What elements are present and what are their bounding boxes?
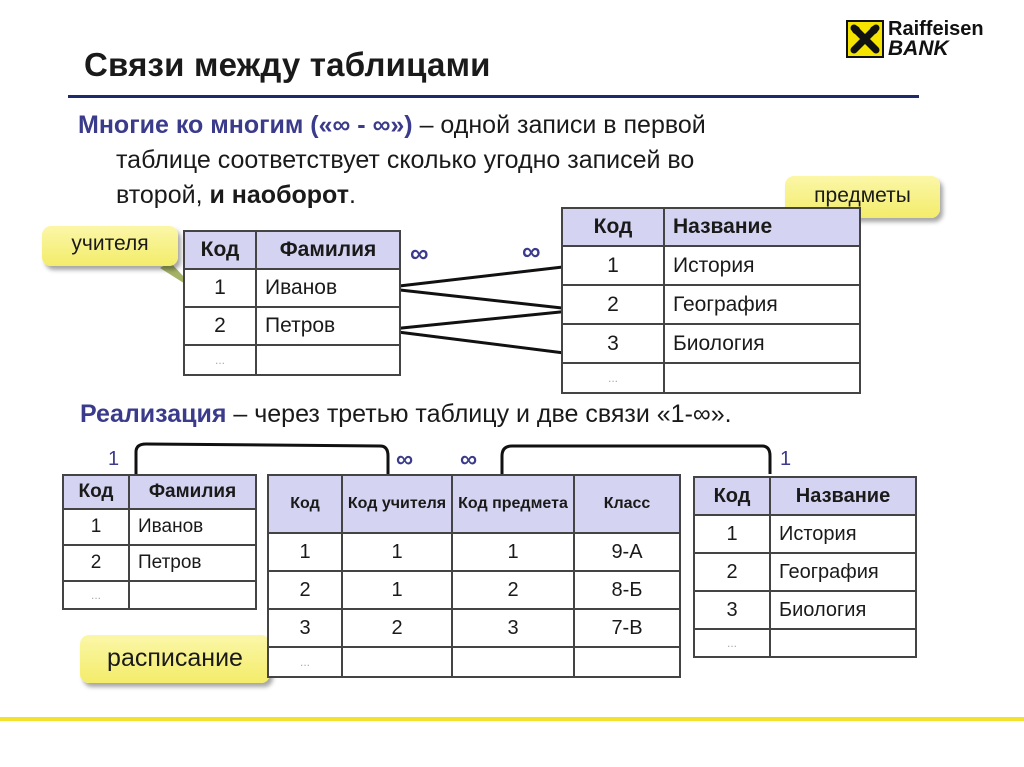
cell-name: История xyxy=(770,515,916,553)
cell-ellipsis: ... xyxy=(562,363,664,393)
cell-surname: Петров xyxy=(256,307,400,345)
cell-teacher-code: 1 xyxy=(342,533,452,571)
cell-empty xyxy=(129,581,256,609)
col-header: Код предмета xyxy=(452,475,574,533)
cell-teacher-code: 1 xyxy=(342,571,452,609)
cell-class: 9-А xyxy=(574,533,680,571)
cell-code: 2 xyxy=(562,285,664,324)
teachers-table-top xyxy=(183,230,401,376)
infinity-icon: ∞ xyxy=(396,446,414,473)
col-header: Код xyxy=(63,475,129,509)
slide-title: Связи между таблицами xyxy=(84,46,491,83)
table-row xyxy=(63,509,256,545)
cell-empty xyxy=(452,647,574,677)
cell-subject-code: 3 xyxy=(452,609,574,647)
cardinality-one-label: 1 xyxy=(108,448,120,470)
subjects-table-bottom xyxy=(693,476,917,658)
subjects-table-top xyxy=(561,207,861,394)
logo-line1: Raiffeisen xyxy=(888,18,984,40)
col-header: Код xyxy=(268,475,342,533)
col-header: Код xyxy=(184,231,256,269)
cell-ellipsis: ... xyxy=(184,345,256,375)
table-row xyxy=(184,269,400,307)
cell-name: Биология xyxy=(770,591,916,629)
cell-name: География xyxy=(664,285,860,324)
cell-class: 7-В xyxy=(574,609,680,647)
table-row xyxy=(268,609,680,647)
cell-empty xyxy=(256,345,400,375)
infinity-icon: ∞ xyxy=(522,236,541,266)
table-row xyxy=(268,571,680,609)
table-row xyxy=(694,629,916,657)
col-header: Фамилия xyxy=(129,475,256,509)
cell-code: 1 xyxy=(268,533,342,571)
realization-text xyxy=(80,400,732,429)
col-header: Код xyxy=(562,208,664,246)
callout-schedule-text: расписание xyxy=(107,644,243,672)
table-row xyxy=(694,515,916,553)
cell-code: 1 xyxy=(184,269,256,307)
teachers-table-bottom xyxy=(62,474,257,610)
col-header: Название xyxy=(664,208,860,246)
cardinality-one-label: 1 xyxy=(780,448,792,470)
cell-ellipsis: ... xyxy=(63,581,129,609)
cell-empty xyxy=(574,647,680,677)
cell-surname: Иванов xyxy=(256,269,400,307)
cell-name: География xyxy=(770,553,916,591)
cell-code: 1 xyxy=(63,509,129,545)
cell-code: 2 xyxy=(63,545,129,581)
cell-code: 3 xyxy=(694,591,770,629)
cell-code: 1 xyxy=(562,246,664,285)
intro-text-1: – одной записи в первой xyxy=(412,111,706,139)
cell-code: 1 xyxy=(694,515,770,553)
realization-term: Реализация xyxy=(80,400,227,428)
col-header: Класс xyxy=(574,475,680,533)
cell-code: 2 xyxy=(184,307,256,345)
cell-surname: Петров xyxy=(129,545,256,581)
table-row xyxy=(184,345,400,375)
cell-empty xyxy=(770,629,916,657)
table-row xyxy=(694,591,916,629)
cell-name: История xyxy=(664,246,860,285)
col-header: Название xyxy=(770,477,916,515)
col-header: Код xyxy=(694,477,770,515)
callout-schedule xyxy=(80,635,270,683)
cell-empty xyxy=(342,647,452,677)
col-header: Фамилия xyxy=(256,231,400,269)
many-to-many-term: Многие ко многим («∞ - ∞») xyxy=(78,111,413,139)
callout-teachers xyxy=(42,226,178,266)
table-row xyxy=(562,324,860,363)
cell-subject-code: 1 xyxy=(452,533,574,571)
cell-ellipsis: ... xyxy=(694,629,770,657)
cell-name: Биология xyxy=(664,324,860,363)
infinity-icon: ∞ xyxy=(410,238,429,268)
table-row xyxy=(694,553,916,591)
table-row xyxy=(562,363,860,393)
intro-bold-end: и наоборот xyxy=(209,181,349,209)
cell-code: 2 xyxy=(268,571,342,609)
callout-teachers-text: учителя xyxy=(71,232,149,255)
logo-line2: BANK xyxy=(888,37,949,60)
table-row xyxy=(562,246,860,285)
schedule-table xyxy=(267,474,681,678)
table-row xyxy=(63,545,256,581)
intro-text-3: второй, xyxy=(116,181,210,209)
intro-period: . xyxy=(348,181,356,209)
infinity-icon: ∞ xyxy=(460,446,478,473)
realization-description: – через третью таблицу и две связи «1-∞». xyxy=(226,400,732,428)
intro-text-2: таблице соответствует сколько угодно записей во xyxy=(116,146,695,174)
table-row xyxy=(268,647,680,677)
cell-code: 2 xyxy=(694,553,770,591)
footer-accent-line xyxy=(0,717,1024,721)
table-row xyxy=(63,581,256,609)
cell-code: 3 xyxy=(268,609,342,647)
table-row xyxy=(184,307,400,345)
table-row xyxy=(562,285,860,324)
callout-subjects-text: предметы xyxy=(814,184,911,207)
cell-empty xyxy=(664,363,860,393)
cell-code: 3 xyxy=(562,324,664,363)
col-header: Код учителя xyxy=(342,475,452,533)
cell-ellipsis: ... xyxy=(268,647,342,677)
cell-class: 8-Б xyxy=(574,571,680,609)
cell-subject-code: 2 xyxy=(452,571,574,609)
table-row xyxy=(268,533,680,571)
cell-surname: Иванов xyxy=(129,509,256,545)
cell-teacher-code: 2 xyxy=(342,609,452,647)
